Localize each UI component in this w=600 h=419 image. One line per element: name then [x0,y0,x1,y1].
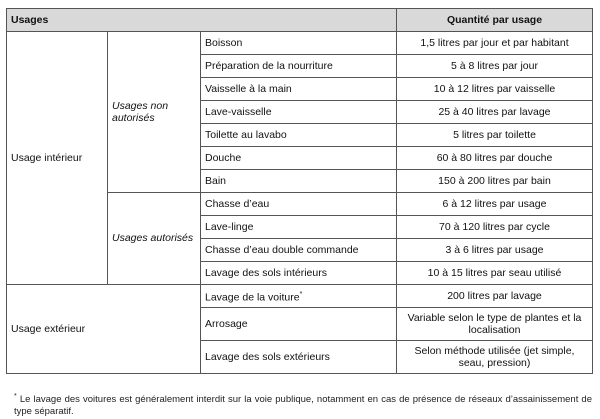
usage-text: Lavage de la voiture [205,291,300,303]
usage-cell: Boisson [201,32,397,55]
quantity-cell: 5 à 8 litres par jour [397,55,593,78]
quantity-cell: 70 à 120 litres par cycle [397,216,593,239]
subcategory-autorises: Usages autorisés [108,193,201,285]
usage-cell: Arrosage [201,308,397,341]
footnote-text: Le lavage des voitures est généralement interdit sur la voie publique, notamment en cas de présence de réseaux d’assainissement de type séparatif. [14,394,593,417]
quantity-cell: 10 à 15 litres par seau utilisé [397,262,593,285]
quantity-cell: 60 à 80 litres par douche [397,147,593,170]
quantity-cell: 3 à 6 litres par usage [397,239,593,262]
usage-cell: Douche [201,147,397,170]
header-quantite: Quantité par usage [397,9,593,32]
usage-cell: Préparation de la nourriture [201,55,397,78]
subcategory-non-autorises: Usages non autorisés [108,32,201,193]
table-row [7,32,593,55]
usage-cell [201,285,397,308]
quantity-cell: 5 litres par toilette [397,124,593,147]
footnote-mark: * [299,290,303,298]
quantity-cell: Variable selon le type de plantes et la localisation [397,308,593,341]
quantity-cell: 10 à 12 litres par vaisselle [397,78,593,101]
category-exterieur: Usage extérieur [7,285,201,374]
usage-cell: Lavage des sols intérieurs [201,262,397,285]
quantity-cell: 200 litres par lavage [397,285,593,308]
usage-cell: Chasse d’eau double commande [201,239,397,262]
quantity-cell: 150 à 200 litres par bain [397,170,593,193]
water-usage-table [6,8,593,374]
quantity-cell: Selon méthode utilisée (jet simple, seau, pression) [397,341,593,374]
usage-cell: Chasse d’eau [201,193,397,216]
table-header-row [7,9,593,32]
footnote [14,391,592,417]
usage-cell: Vaisselle à la main [201,78,397,101]
table-row [7,285,593,308]
usage-cell: Lave-linge [201,216,397,239]
quantity-cell: 25 à 40 litres par lavage [397,101,593,124]
usage-cell: Lave-vaisselle [201,101,397,124]
usage-cell: Lavage des sols extérieurs [201,341,397,374]
quantity-cell: 6 à 12 litres par usage [397,193,593,216]
header-usages: Usages [7,9,397,32]
category-interieur: Usage intérieur [7,32,108,285]
footnote-marker: * [14,393,17,400]
usage-cell: Toilette au lavabo [201,124,397,147]
quantity-cell: 1,5 litres par jour et par habitant [397,32,593,55]
usage-cell: Bain [201,170,397,193]
